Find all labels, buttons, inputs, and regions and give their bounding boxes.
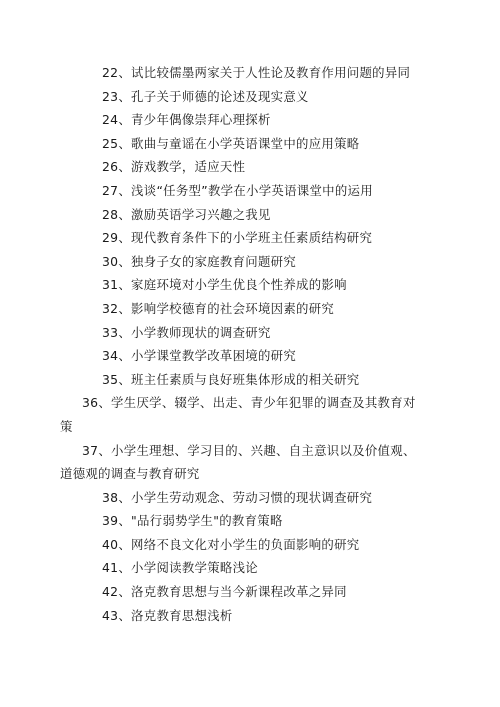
list-item: 40、网络不良文化对小学生的负面影响的研究 <box>102 536 360 552</box>
list-item: 34、小学课堂教学改革困境的研究 <box>102 348 297 364</box>
list-item: 32、影响学校德育的社会环境因素的研究 <box>102 300 335 316</box>
list-item: 23、孔子关于师德的论述及现实意义 <box>102 88 309 104</box>
list-item: 26、游戏教学，适应天性 <box>102 159 246 175</box>
list-item: 38、小学生劳动观念、劳动习惯的现状调查研究 <box>102 489 373 505</box>
list-item: 41、小学阅读教学策略浅论 <box>102 560 258 576</box>
list-item: 33、小学教师现状的调查研究 <box>102 324 271 340</box>
list-item: 24、青少年偶像崇拜心理探析 <box>102 112 271 128</box>
list-item: 27、浅谈“任务型”教学在小学英语课堂中的运用 <box>102 182 373 198</box>
list-item: 30、独身子女的家庭教育问题研究 <box>102 253 297 269</box>
list-item: 39、"品行弱势学生"的教育策略 <box>102 513 283 529</box>
list-item: 22、试比较儒墨两家关于人性论及教育作用问题的异同 <box>102 65 411 80</box>
list-item: 35、班主任素质与良好班集体形成的相关研究 <box>102 371 360 387</box>
list-item: 29、现代教育条件下的小学班主任素质结构研究 <box>102 230 373 246</box>
list-item: 37、小学生理想、学习目的、兴趣、自主意识以及价值观、道德观的调查与教育研究 <box>60 442 416 482</box>
list-item: 28、激励英语学习兴趣之我见 <box>102 206 271 222</box>
list-item: 25、歌曲与童谣在小学英语课堂中的应用策略 <box>102 135 360 151</box>
list-item: 43、洛克教育思想浅析 <box>102 607 233 623</box>
list-item: 36、学生厌学、辍学、出走、青少年犯罪的调查及其教育对策 <box>60 395 416 434</box>
list-item: 42、洛克教育思想与当今新课程改革之异同 <box>102 584 347 600</box>
topic-list <box>60 61 442 627</box>
list-item: 31、家庭环境对小学生优良个性养成的影响 <box>102 277 347 293</box>
